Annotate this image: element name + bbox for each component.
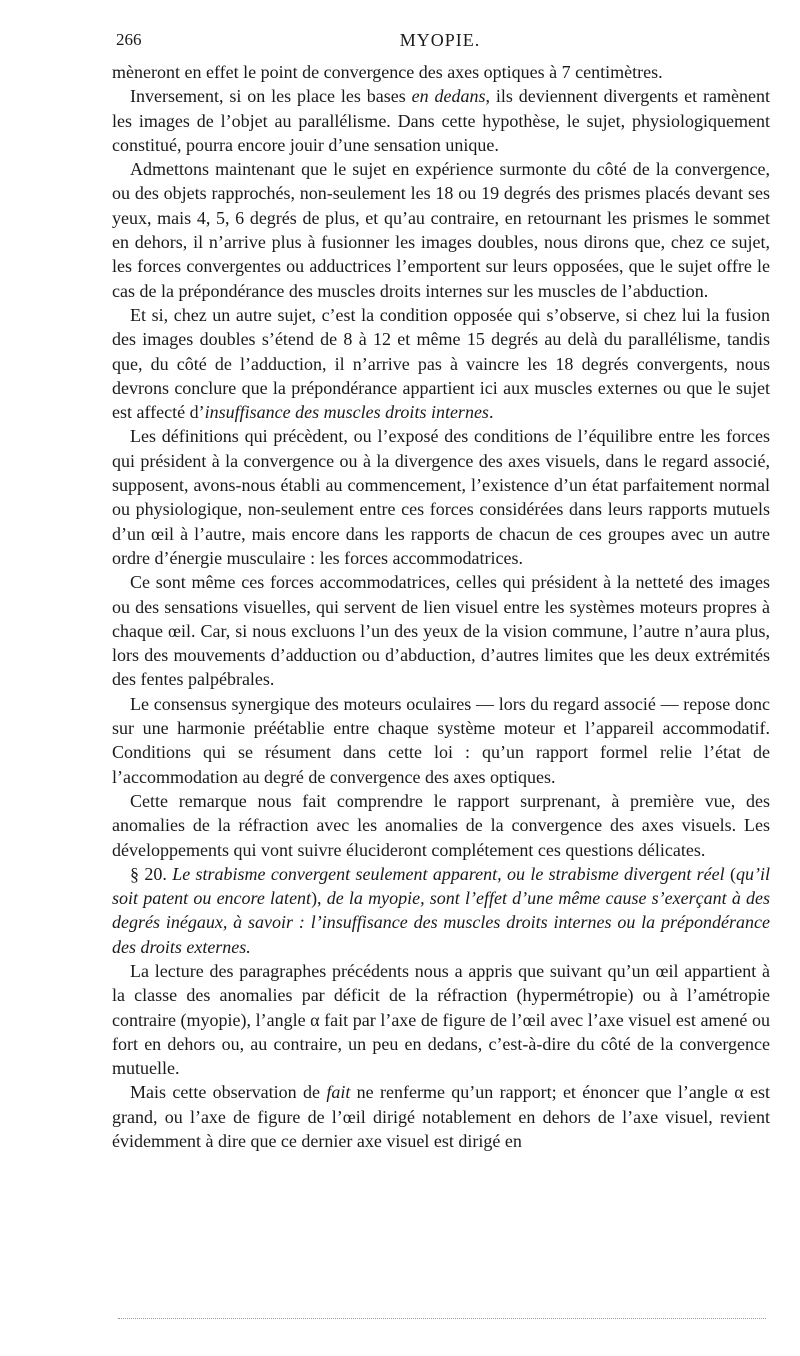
paragraph: Mais cette observation de fait ne renferme qu’un rapport; et énoncer que l’angle α est grand, ou l’axe de figure de l’œil dirigé notablement en dehors de l’axe visuel, revient évidemment à dire que ce dernier axe visuel est dirigé en <box>112 1082 770 1152</box>
paragraph: Cette remarque nous fait comprendre le rapport surprenant, à première vue, des anomalies de la réfraction avec les anomalies de la convergence des axes visuels. Les développements qui vont suivre élucideront complétement ces questions délicates. <box>112 790 770 860</box>
text-body <box>112 60 770 1153</box>
paragraph: Inversement, si on les place les bases en dedans, ils deviennent divergents et ramènent les images de l’objet au parallélisme. Dans cette hypothèse, le sujet, physiologiquement constitué, pourra encore jouir d’une sensation unique. <box>112 86 770 155</box>
section-heading-paragraph: § 20. Le strabisme convergent seulement apparent, ou le strabisme divergent réel (qu’il soit patent ou encore latent), de la myopie, sont l’effet d’une même cause s’exerçant à des degrés inégaux, à savoir : l’insuffisance des muscles droits internes ou la prépondérance des droits externes. <box>112 863 770 957</box>
footer-dotted-rule <box>118 1318 766 1319</box>
paragraph: Admettons maintenant que le sujet en expérience surmonte du côté de la convergence, ou des objets rapprochés, non-seulement les 18 ou 19 degrés des prismes placés devant ses yeux, mais 4, 5, 6 degrés de plus, et qu’au contraire, en retournant les prismes le sommet en dehors, il n’arrive plus à fusionner les images doubles, nous dirons que, chez ce sujet, les forces convergentes ou adductrices l’emportent sur leurs opposées, que le sujet offre le cas de la prépondérance des muscles droits internes sur les muscles de l’abduction. <box>112 159 770 301</box>
paragraph: Les définitions qui précèdent, ou l’exposé des conditions de l’équilibre entre les forces qui président à la convergence ou à la divergence des axes visuels, dans le regard associé, supposent, avons-nous établi au commencement, l’existence d’un état parfaitement normal ou physiologique, non-seulement entre ces forces considérées dans leurs rapports mutuels d’un œil à l’autre, mais encore dans les rapports de chacun de ces groupes avec un autre ordre d’énergie musculaire : les forces accommodatrices. <box>112 426 770 568</box>
paragraph: Ce sont même ces forces accommodatrices, celles qui président à la netteté des images ou des sensations visuelles, qui servent de lien visuel entre les systèmes moteurs propres à chaque œil. Car, si nous excluons l’un des yeux de la vision commune, l’autre n’aura plus, lors des mouvements d’adduction ou d’abduction, d’autres limites que les deux extrémités des fentes palpébrales. <box>112 572 770 690</box>
paragraph: La lecture des paragraphes précédents nous a appris que suivant qu’un œil appartient à la classe des anomalies par déficit de la réfraction (hypermétropie) ou à l’amétropie contraire (myopie), l’angle α fait par l’axe de figure de l’œil avec l’axe visuel est amené ou fort en dehors ou, au contraire, un peu en dedans, c’est-à-dire du côté de la convergence mutuelle. <box>112 960 770 1079</box>
running-header <box>110 30 770 56</box>
paragraph: Et si, chez un autre sujet, c’est la condition opposée qui s’observe, si chez lui la fusion des images doubles s’étend de 8 à 12 et même 15 degrés au delà du parallélisme, tandis que, du côté de l’adduction, il n’arrive pas à vaincre les 18 degrés convergents, nous devrons conclure que la prépondérance appartient ici aux muscles externes ou que le sujet est affecté d’insuffisance des muscles droits internes. <box>112 304 770 423</box>
running-title: MYOPIE. <box>399 30 481 50</box>
paragraph: Le consensus synergique des moteurs oculaires — lors du regard associé — repose donc sur une harmonie préétablie entre chaque système moteur et l’appareil accommodatif. Conditions qui se résument dans cette loi : qu’un rapport formel relie l’état de l’accommodation au degré de convergence des axes optiques. <box>112 693 770 787</box>
paragraph: mèneront en effet le point de convergence des axes optiques à 7 centimètres. <box>112 62 663 82</box>
page-number: 266 <box>116 30 142 49</box>
